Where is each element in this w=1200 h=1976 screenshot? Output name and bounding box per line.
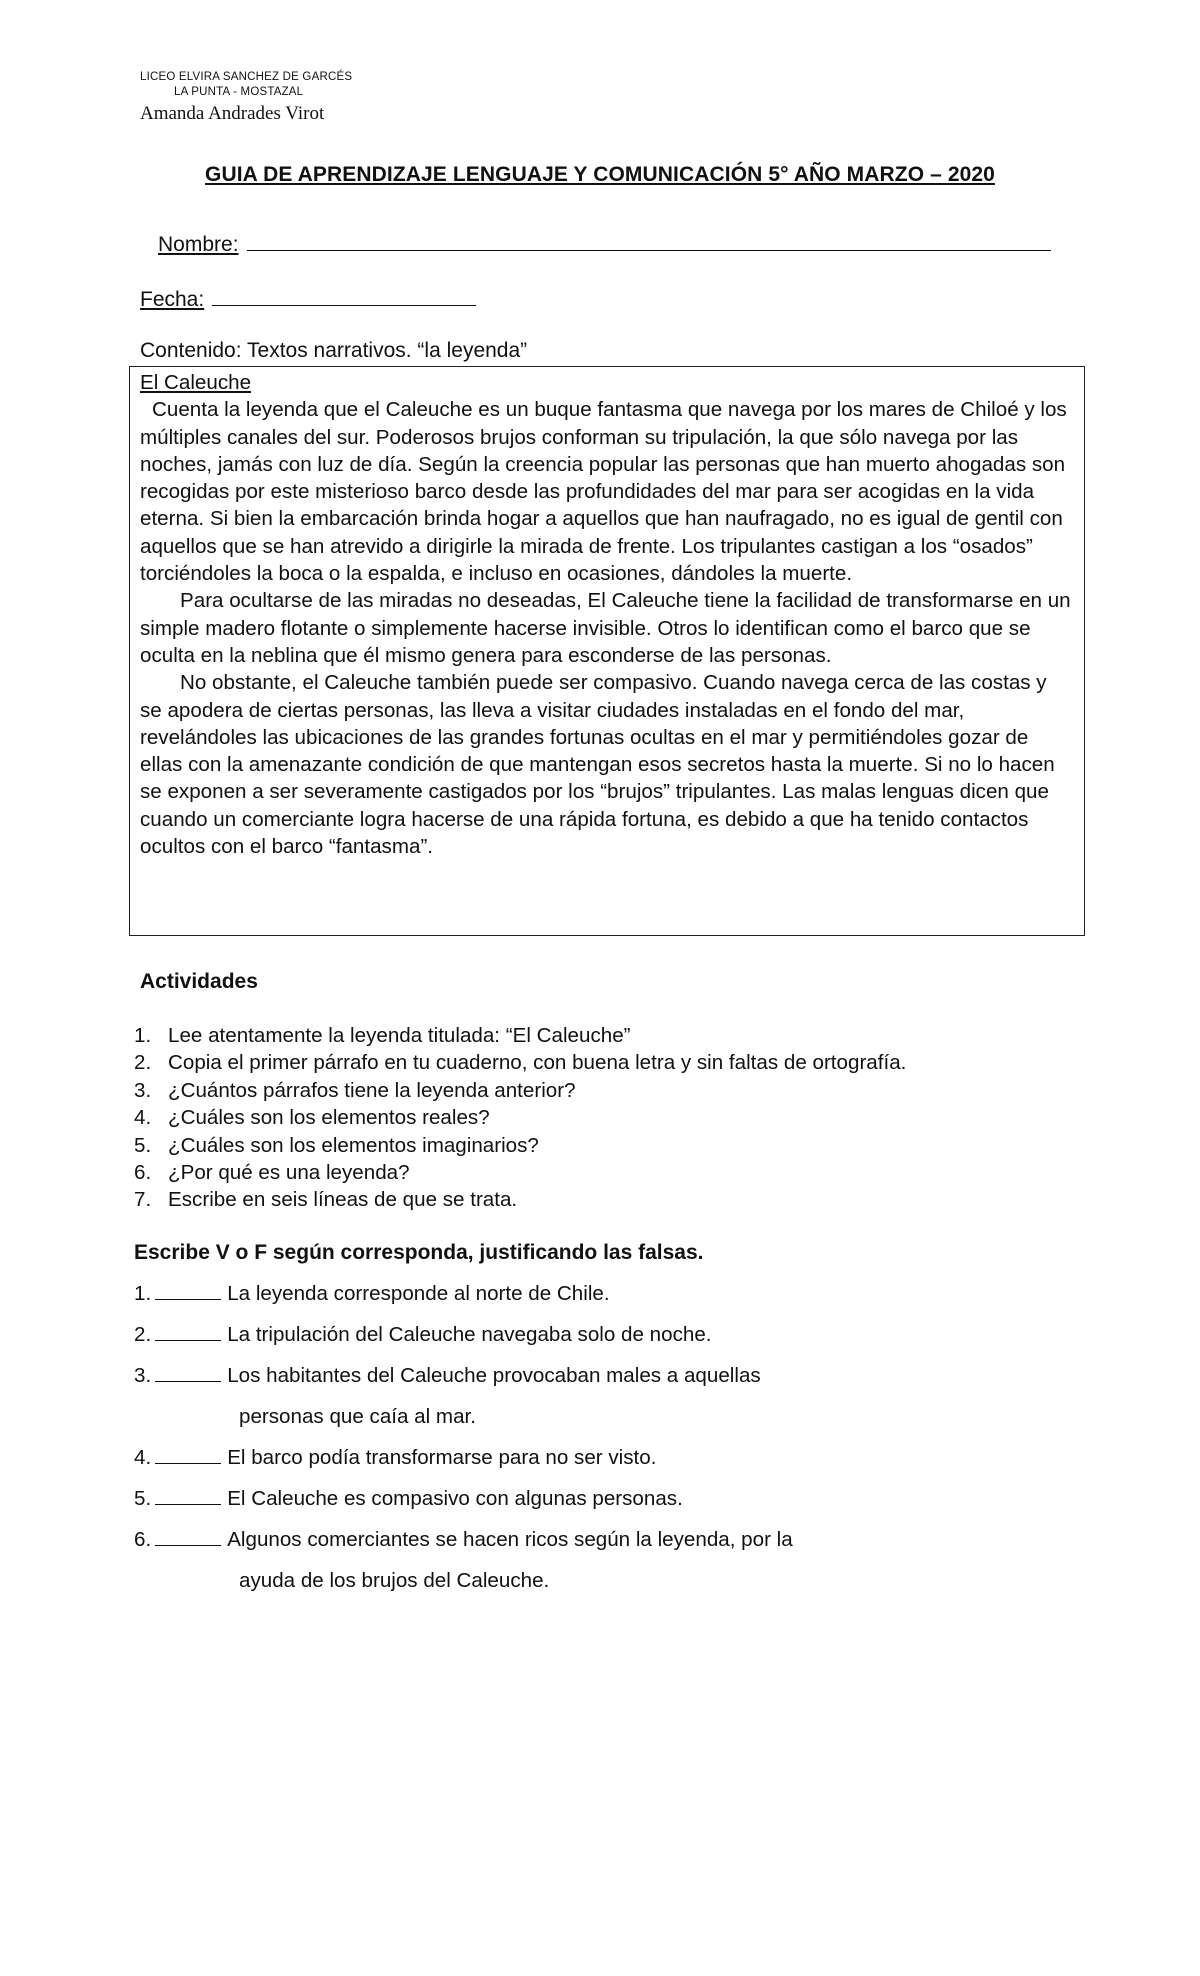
list-item: [134, 1159, 906, 1186]
school-name-line1: LICEO ELVIRA SANCHEZ DE GARCÉS: [140, 71, 353, 83]
name-field[interactable]: [158, 230, 1051, 259]
item-text: ¿Por qué es una leyenda?: [168, 1161, 410, 1185]
tf-answer-blank[interactable]: [155, 1527, 221, 1546]
tf-statement: La leyenda corresponde al norte de Chile.: [227, 1282, 610, 1305]
tf-statement: Algunos comerciantes se hacen ricos según la leyenda, por la: [227, 1528, 793, 1551]
tf-number: 3.: [134, 1364, 152, 1387]
list-item: [134, 1104, 906, 1131]
tf-item-2: [134, 1321, 712, 1349]
tf-answer-blank[interactable]: [155, 1445, 221, 1464]
tf-number: 6.: [134, 1528, 152, 1551]
legend-text-box: [129, 366, 1085, 936]
item-text: Copia el primer párrafo en tu cuaderno, con buena letra y sin faltas de ortografía.: [168, 1051, 907, 1075]
tf-item-6: [134, 1526, 793, 1554]
list-item: [134, 1049, 906, 1076]
list-item: [134, 1077, 906, 1104]
date-input-line[interactable]: [212, 285, 476, 306]
tf-number: 4.: [134, 1446, 152, 1469]
school-location: LA PUNTA - MOSTAZAL: [174, 86, 304, 98]
tf-item-5: [134, 1485, 683, 1513]
tf-answer-blank[interactable]: [155, 1281, 221, 1300]
tf-item-4: [134, 1444, 656, 1472]
tf-statement: La tripulación del Caleuche navegaba solo de noche.: [227, 1323, 712, 1346]
tf-item-3: [134, 1362, 761, 1390]
item-number: 1.: [134, 1024, 152, 1047]
tf-number: 5.: [134, 1487, 152, 1510]
tf-statement: El barco podía transformarse para no ser visto.: [227, 1446, 657, 1469]
name-input-line[interactable]: [247, 230, 1051, 251]
item-number: 3.: [134, 1078, 152, 1102]
content-topic: Contenido: Textos narrativos. “la leyenda”: [140, 339, 528, 362]
name-label: Nombre:: [158, 233, 239, 256]
item-number: 7.: [134, 1188, 152, 1212]
teacher-name: Amanda Andrades Virot: [140, 103, 325, 124]
item-number: 4.: [134, 1106, 152, 1130]
list-item: [134, 1186, 906, 1213]
item-text: Lee atentamente la leyenda titulada: “El Caleuche”: [168, 1024, 631, 1047]
tf-item-1: [134, 1280, 610, 1308]
item-number: 5.: [134, 1133, 152, 1157]
true-false-heading: Escribe V o F según corresponda, justificando las falsas.: [134, 1241, 704, 1264]
list-item: [134, 1132, 906, 1159]
item-text: ¿Cuántos párrafos tiene la leyenda anterior?: [168, 1078, 576, 1102]
tf-answer-blank[interactable]: [155, 1322, 221, 1341]
item-text: ¿Cuáles son los elementos imaginarios?: [168, 1133, 539, 1157]
tf-number: 1.: [134, 1282, 152, 1305]
tf-number: 2.: [134, 1323, 152, 1346]
legend-paragraph-3: No obstante, el Caleuche también puede ser compasivo. Cuando navega cerca de las costas y se apodera de ciertas personas, las lleva a visitar ciudades instaladas en el fondo del mar, revelándoles las ubicaciones de las grandes fortunas ocultas en el mar y permitiéndoles gozar de ellas con la amenazante condición de que mantengan esos secretos hasta la muerte. Si no lo hacen se exponen a ser severamente castigados por los “brujos” tripulantes. Las malas lenguas dicen que cuando un comerciante logra hacerse de una rápida fortuna, es debido a que ha tenido contactos ocultos con el barco “fantasma”.: [140, 671, 1055, 859]
tf-answer-blank[interactable]: [155, 1363, 221, 1382]
legend-paragraph-1: Cuenta la leyenda que el Caleuche es un buque fantasma que navega por los mares de Chiloé y los múltiples canales del sur. Poderosos brujos conforman su tripulación, la que sólo navega por las noches, jamás con luz de día. Según la creencia popular las personas que han muerto ahogadas son recogidas por este misterioso barco desde las profundidades del mar para ser acogidas en la vida eterna. Si bien la embarcación brinda hogar a aquellos que han naufragado, no es igual de gentil con aquellos que se han atrevido a dirigirle la mirada de frente. Los tripulantes castigan a los “osados” torciéndoles la boca o la espalda, e incluso en ocasiones, dándoles la muerte.: [140, 398, 1067, 586]
tf-statement: Los habitantes del Caleuche provocaban males a aquellas: [227, 1364, 761, 1387]
tf-statement-continuation: ayuda de los brujos del Caleuche.: [239, 1569, 550, 1592]
legend-paragraph-2: Para ocultarse de las miradas no deseadas, El Caleuche tiene la facilidad de transformarse en un simple madero flotante o simplemente hacerse invisible. Otros lo identifican como el barco que se oculta en la neblina que él mismo genera para esconderse de las personas.: [140, 589, 1071, 667]
list-item: [134, 1022, 906, 1049]
school-name: [140, 70, 352, 100]
activities-heading: Actividades: [140, 970, 258, 993]
legend-title: El Caleuche: [140, 371, 252, 394]
item-number: 2.: [134, 1051, 152, 1075]
item-text: ¿Cuáles son los elementos reales?: [168, 1106, 490, 1130]
tf-statement-continuation: personas que caía al mar.: [239, 1405, 476, 1428]
tf-statement: El Caleuche es compasivo con algunas personas.: [227, 1487, 683, 1510]
date-label: Fecha:: [140, 288, 205, 311]
tf-answer-blank[interactable]: [155, 1486, 221, 1505]
item-number: 6.: [134, 1161, 152, 1185]
activities-list: [134, 1022, 906, 1214]
page-title: GUIA DE APRENDIZAJE LENGUAJE Y COMUNICACIÓN 5° AÑO MARZO – 2020: [205, 163, 995, 186]
date-field[interactable]: [140, 285, 476, 314]
item-text: Escribe en seis líneas de que se trata.: [168, 1188, 518, 1212]
